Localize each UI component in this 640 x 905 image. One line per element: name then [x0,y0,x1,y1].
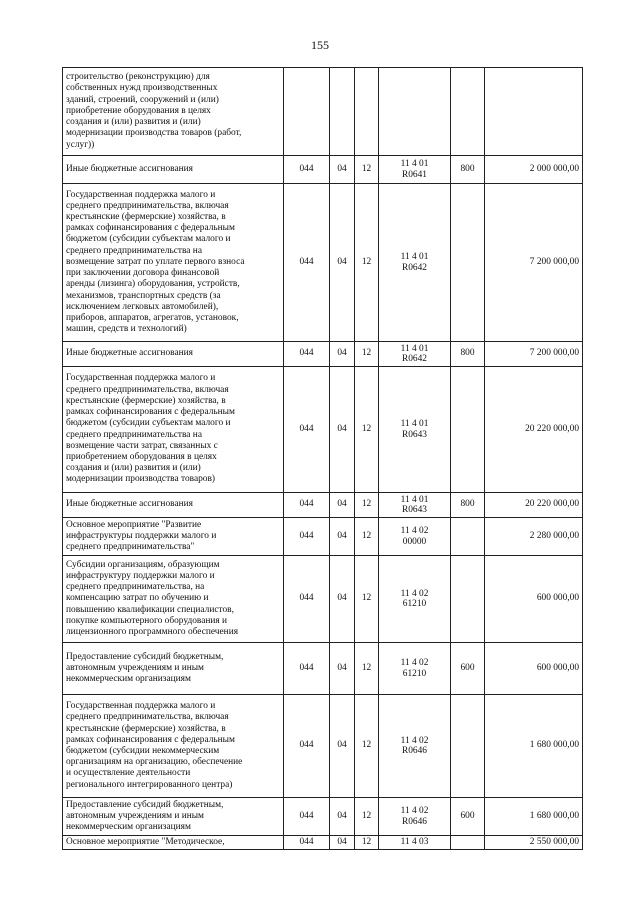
cell-csr: 11 4 02 00000 [379,518,451,556]
cell-vr [451,184,485,342]
cell-csr [379,68,451,156]
cell-rz: 04 [330,184,355,342]
cell-pr: 12 [355,556,379,643]
table-row [63,695,583,798]
cell-grbs: 044 [284,367,330,493]
cell-name: Субсидии организациям, образующим инфраструктуру поддержки малого и среднего предпринимательства, на компенсацию затрат по обучению и повышению квалификации специалистов, покупке компьютерного оборудования и лицензионного программного обеспечения [63,556,284,643]
cell-pr: 12 [355,493,379,518]
cell-name: Иные бюджетные ассигнования [63,156,284,184]
cell-vr: 800 [451,156,485,184]
cell-name: Государственная поддержка малого и среднего предпринимательства, включая крестьянские (фермерские) хозяйства, в рамках софинансирования с федеральным бюджетом (субсидии субъектам малого и среднего предпринимательства на возмещение затрат по уплате первого взноса при заключении договора финансовой аренды (лизинга) оборудования, устройств, механизмов, транспортных средств (за исключением легковых автомобилей), приборов, аппаратов, агрегатов, установок, машин, средств и технологий) [63,184,284,342]
table-row [63,156,583,184]
cell-pr [355,68,379,156]
budget-table [62,67,583,850]
cell-csr: 11 4 01 R0642 [379,184,451,342]
table-row [63,68,583,156]
cell-sum: 2 550 000,00 [485,836,583,850]
cell-sum: 1 680 000,00 [485,695,583,798]
cell-pr: 12 [355,156,379,184]
cell-name: Иные бюджетные ассигнования [63,342,284,367]
cell-name: Основное мероприятие "Развитие инфраструктуры поддержки малого и среднего предпринимательства" [63,518,284,556]
cell-vr: 800 [451,493,485,518]
cell-sum: 600 000,00 [485,556,583,643]
cell-rz: 04 [330,518,355,556]
cell-csr: 11 4 02 61210 [379,643,451,695]
cell-pr: 12 [355,798,379,836]
cell-sum: 20 220 000,00 [485,367,583,493]
cell-vr [451,68,485,156]
cell-vr [451,556,485,643]
cell-csr: 11 4 01 R0643 [379,367,451,493]
cell-rz: 04 [330,367,355,493]
table-row [63,518,583,556]
cell-sum: 7 200 000,00 [485,342,583,367]
page-number: 155 [311,38,329,52]
cell-pr: 12 [355,643,379,695]
cell-grbs: 044 [284,643,330,695]
cell-sum: 20 220 000,00 [485,493,583,518]
cell-rz [330,68,355,156]
cell-pr: 12 [355,367,379,493]
cell-name: Иные бюджетные ассигнования [63,493,284,518]
table-row [63,493,583,518]
cell-pr: 12 [355,695,379,798]
cell-csr: 11 4 01 R0643 [379,493,451,518]
cell-vr [451,367,485,493]
cell-name: Основное мероприятие "Методическое, [63,836,284,850]
cell-csr: 11 4 01 R0642 [379,342,451,367]
cell-csr: 11 4 02 61210 [379,556,451,643]
cell-vr: 600 [451,798,485,836]
cell-sum: 1 680 000,00 [485,798,583,836]
cell-sum: 600 000,00 [485,643,583,695]
table-row [63,556,583,643]
cell-grbs: 044 [284,493,330,518]
cell-sum [485,68,583,156]
cell-rz: 04 [330,342,355,367]
cell-grbs: 044 [284,556,330,643]
table-row [63,643,583,695]
cell-rz: 04 [330,156,355,184]
table-row [63,367,583,493]
cell-grbs: 044 [284,798,330,836]
cell-vr: 800 [451,342,485,367]
cell-csr: 11 4 02 R0646 [379,695,451,798]
cell-sum: 2 000 000,00 [485,156,583,184]
cell-grbs: 044 [284,342,330,367]
cell-rz: 04 [330,493,355,518]
cell-vr [451,518,485,556]
cell-vr: 600 [451,643,485,695]
budget-table-body [63,68,583,850]
cell-name: строительство (реконструкцию) для собственных нужд производственных зданий, строений, сооружений и (или) приобретение оборудования в целях создания и (или) развития и (или) модернизации производства товаров (работ, услуг)) [63,68,284,156]
cell-name: Государственная поддержка малого и среднего предпринимательства, включая крестьянские (фермерские) хозяйства, в рамках софинансирования с федеральным бюджетом (субсидии субъектам малого и среднего предпринимательства на возмещение части затрат, связанных с приобретением оборудования в целях создания и (или) развития и (или) модернизации производства товаров) [63,367,284,493]
cell-vr [451,836,485,850]
cell-name: Предоставление субсидий бюджетным, автономным учреждениям и иным некоммерческим организациям [63,643,284,695]
table-row [63,184,583,342]
cell-rz: 04 [330,798,355,836]
cell-grbs: 044 [284,695,330,798]
cell-pr: 12 [355,836,379,850]
cell-rz: 04 [330,643,355,695]
cell-grbs: 044 [284,518,330,556]
cell-sum: 7 200 000,00 [485,184,583,342]
cell-csr: 11 4 03 [379,836,451,850]
cell-pr: 12 [355,518,379,556]
cell-name: Государственная поддержка малого и среднего предпринимательства, включая крестьянские (фермерские) хозяйства, в рамках софинансирования с федеральным бюджетом (субсидии некоммерческим организациям на организацию, обеспечение и осуществление деятельности регионального интегрированного центра) [63,695,284,798]
table-row [63,836,583,850]
table-row [63,342,583,367]
cell-grbs: 044 [284,156,330,184]
cell-sum: 2 280 000,00 [485,518,583,556]
cell-rz: 04 [330,695,355,798]
cell-csr: 11 4 01 R0641 [379,156,451,184]
cell-grbs [284,68,330,156]
cell-vr [451,695,485,798]
cell-rz: 04 [330,836,355,850]
cell-rz: 04 [330,556,355,643]
cell-grbs: 044 [284,184,330,342]
cell-csr: 11 4 02 R0646 [379,798,451,836]
cell-grbs: 044 [284,836,330,850]
cell-name: Предоставление субсидий бюджетным, автономным учреждениям и иным некоммерческим организациям [63,798,284,836]
table-row [63,798,583,836]
cell-pr: 12 [355,184,379,342]
cell-pr: 12 [355,342,379,367]
